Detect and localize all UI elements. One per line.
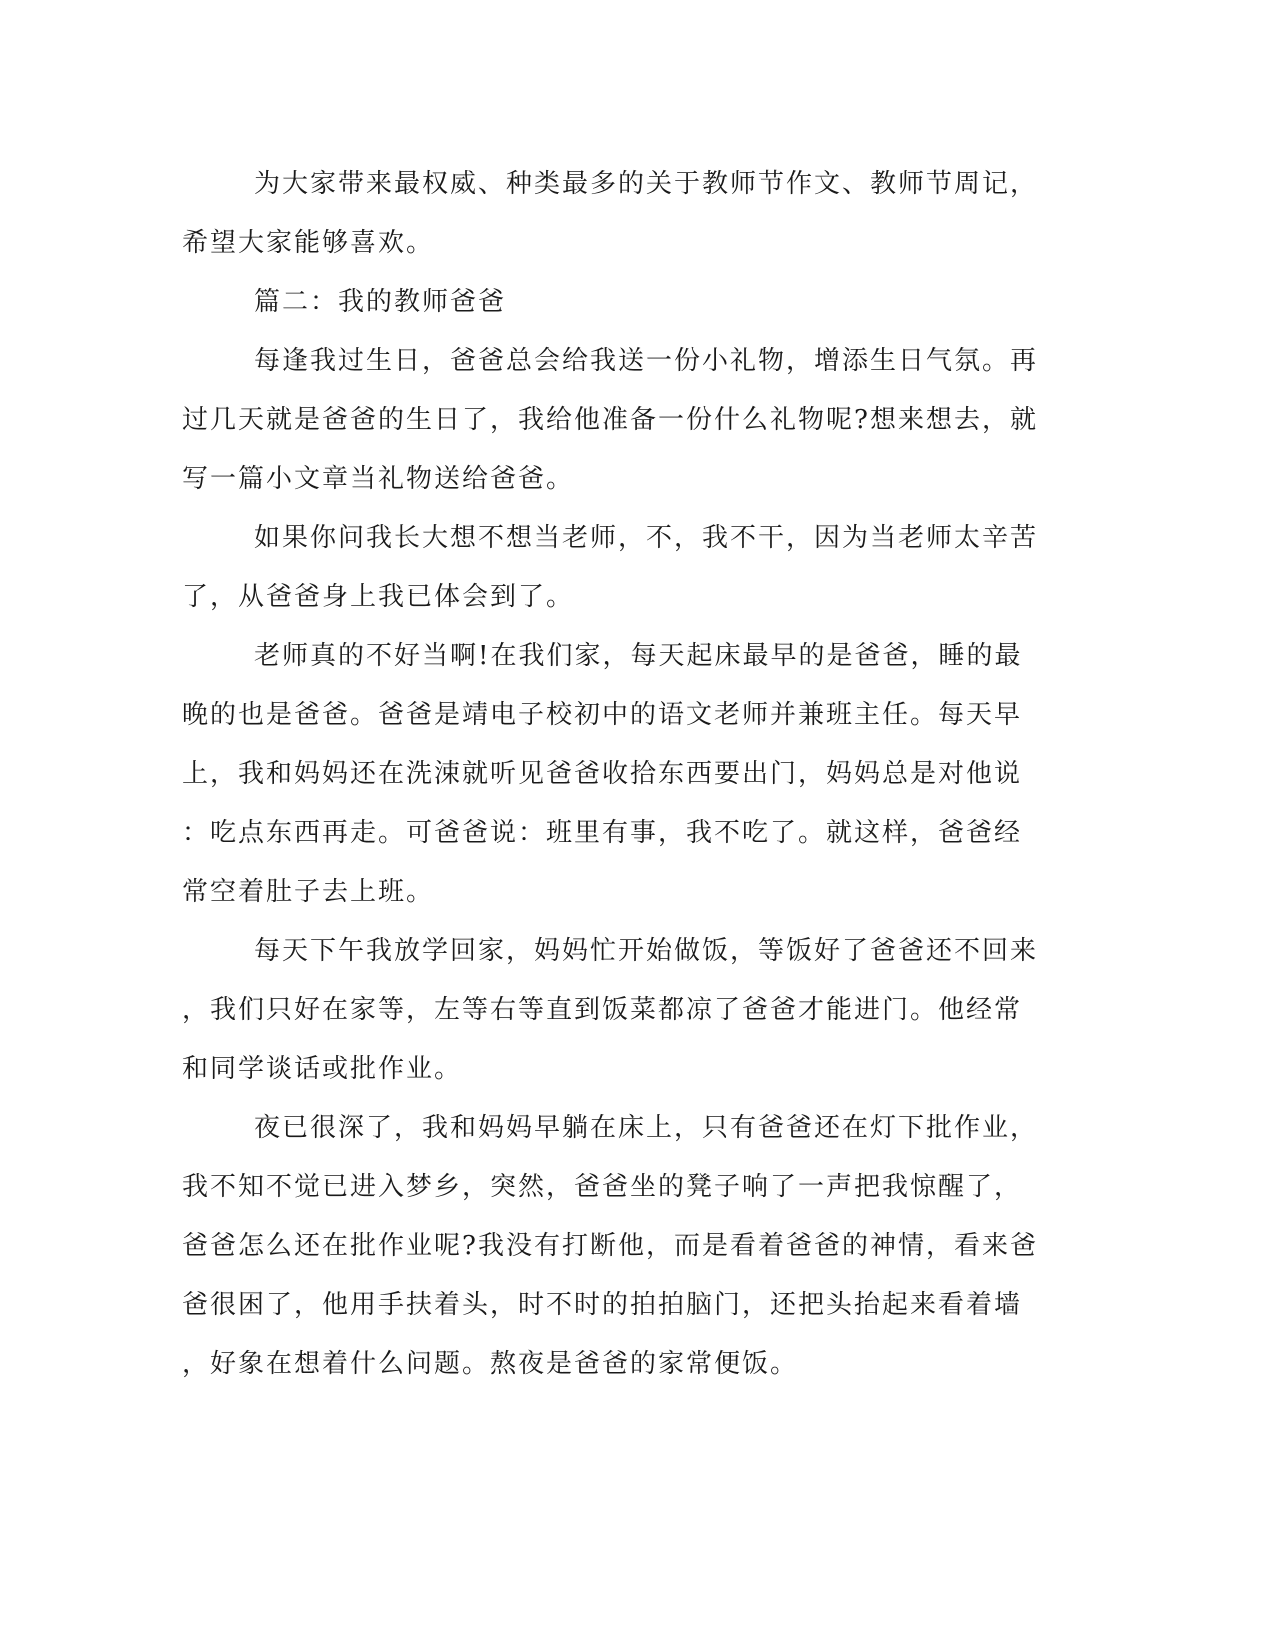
section-heading bbox=[182, 273, 1032, 332]
text-line: 上，我和妈妈还在洗涑就听见爸爸收拾东西要出门，妈妈总是对他说 bbox=[182, 759, 1023, 789]
text-line: 为大家带来最权威、种类最多的关于教师节作文、教师节周记， bbox=[254, 169, 1039, 199]
text-line: 和同学谈话或批作业。 bbox=[182, 1054, 463, 1084]
document-body bbox=[182, 155, 1039, 1394]
text-line: 如果你问我长大想不想当老师，不，我不干，因为当老师太辛苦 bbox=[254, 523, 1039, 553]
text-line: ：吃点东西再走。可爸爸说：班里有事，我不吃了。就这样，爸爸经 bbox=[182, 818, 1023, 848]
heading-text: 篇二：我的教师爸爸 bbox=[254, 287, 507, 317]
text-line: 了，从爸爸身上我已体会到了。 bbox=[182, 582, 575, 612]
text-line: ，我们只好在家等，左等右等直到饭菜都凉了爸爸才能进门。他经常 bbox=[182, 995, 1023, 1025]
text-line: 爸很困了，他用手扶着头，时不时的拍拍脑门，还把头抬起来看着墙 bbox=[182, 1290, 1023, 1320]
paragraph-career bbox=[182, 509, 1039, 627]
text-line: 写一篇小文章当礼物送给爸爸。 bbox=[182, 464, 575, 494]
text-line: 每天下午我放学回家，妈妈忙开始做饭，等饭好了爸爸还不回来 bbox=[254, 936, 1039, 966]
text-line: 夜已很深了，我和妈妈早躺在床上，只有爸爸还在灯下批作业， bbox=[254, 1113, 1039, 1143]
text-line: 爸爸怎么还在批作业呢?我没有打断他，而是看着爸爸的神情，看来爸 bbox=[182, 1231, 1038, 1261]
text-line: 希望大家能够喜欢。 bbox=[182, 228, 435, 258]
text-line: 每逢我过生日，爸爸总会给我送一份小礼物，增添生日气氛。再 bbox=[254, 346, 1039, 376]
text-line: 老师真的不好当啊!在我们家，每天起床最早的是爸爸，睡的最 bbox=[254, 641, 1023, 671]
paragraph-morning bbox=[182, 627, 1032, 922]
text-line: 过几天就是爸爸的生日了，我给他准备一份什么礼物呢?想来想去，就 bbox=[182, 405, 1038, 435]
text-line: ，好象在想着什么问题。熬夜是爸爸的家常便饭。 bbox=[182, 1349, 799, 1379]
text-line: 晚的也是爸爸。爸爸是靖电子校初中的语文老师并兼班主任。每天早 bbox=[182, 700, 1023, 730]
paragraph-night bbox=[182, 1099, 1039, 1394]
intro-paragraph bbox=[182, 155, 1039, 273]
text-line: 常空着肚子去上班。 bbox=[182, 877, 435, 907]
text-line: 我不知不觉已进入梦乡，突然，爸爸坐的凳子响了一声把我惊醒了， bbox=[182, 1172, 1023, 1202]
paragraph-evening bbox=[182, 922, 1039, 1099]
paragraph-birthday bbox=[182, 332, 1039, 509]
